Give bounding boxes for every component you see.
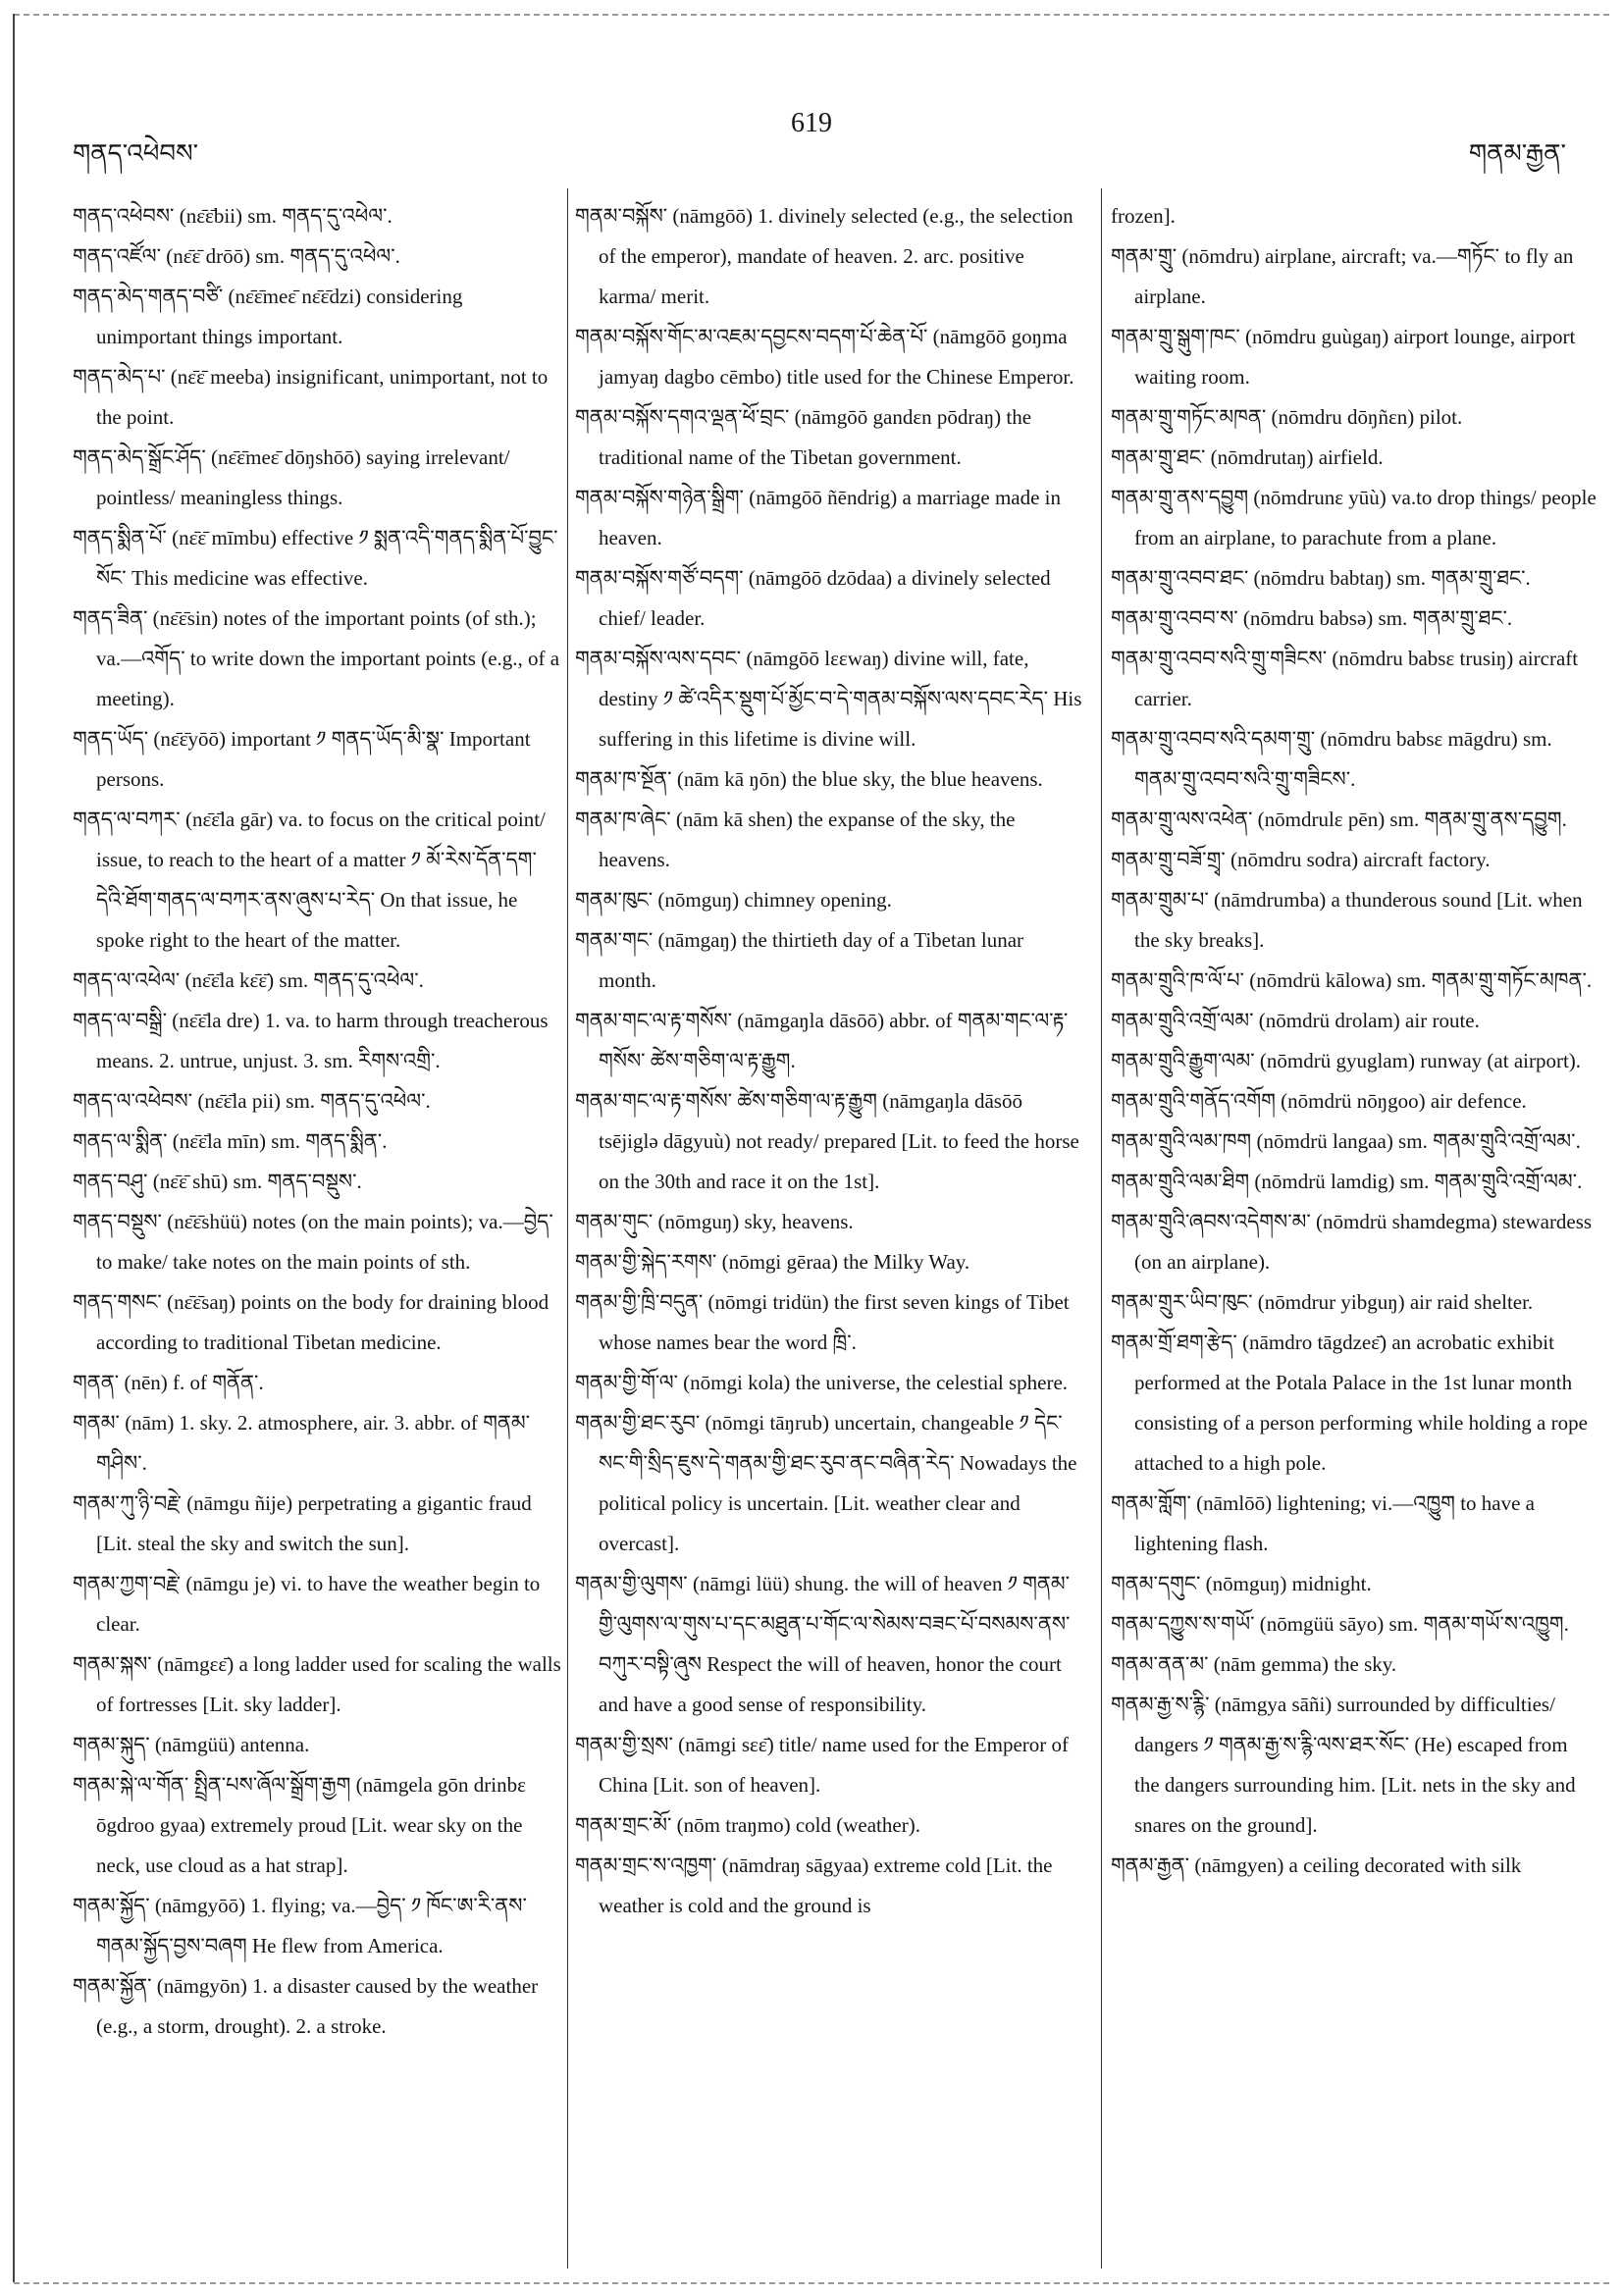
dictionary-entry: frozen].: [1111, 204, 1176, 228]
dictionary-entry: གནད་ཡོད་ (nɛ̄ɛ̄yōō) important ༡ གནད་ཡོད་མི་སྣ་ Important persons.: [73, 727, 531, 791]
dictionary-entry: གནད་བཤུ་ (nɛ̄ɛ̄ shū) sm. གནད་བསྡུས་.: [73, 1170, 362, 1193]
page-number: 619: [791, 108, 832, 138]
guide-word-left: གནད་འཕེབས་: [73, 139, 199, 168]
dictionary-entry: གནམ་གང་ (nāmgaŋ) the thirtieth day of a Tibetan lunar month.: [575, 928, 1024, 992]
scan-border-left: [13, 14, 15, 2282]
dictionary-entry: གནམ་རྒྱན་ (nāmgyen) a ceiling decorated with silk: [1111, 1853, 1522, 1877]
dictionary-entry: གནམ་ (nām) 1. sky. 2. atmosphere, air. 3. abbr. of གནམ་གཤིས་.: [73, 1411, 531, 1475]
dictionary-entry: གནམ་སྐྱོན་ (nāmgyōn) 1. a disaster caused by the weather (e.g., a storm, drought). 2. a stroke.: [73, 1974, 539, 2038]
column-divider: [1101, 188, 1102, 2269]
guide-word-right: གནམ་རྒྱན་: [1468, 139, 1566, 168]
scan-border-top: [14, 14, 1609, 16]
dictionary-entry: གནམ་བསྐོས་གོང་མ་འཇམ་དབྱངས་བདག་པོ་ཆེན་པོ་ (nāmgōō goŋma jamyaŋ dagbo cēmbo) title used for the Chinese Emperor.: [575, 325, 1074, 389]
dictionary-entry: གནད་ལ་འཕེལ་ (nɛ̄ɛ̄la kɛ̄ɛ̄) sm. གནད་དུ་འཕེལ་.: [73, 968, 424, 992]
dictionary-entry: གནམ་གྲུའི་གནོད་འགོག (nōmdrü nōŋgoo) air defence.: [1111, 1089, 1527, 1113]
dictionary-entry: གནམ་གྲུ་ (nōmdru) airplane, aircraft; va.—གཏོང་ to fly an airplane.: [1111, 244, 1574, 308]
dictionary-entry: གནམ་གྲུ་འབབ་སའི་དམག་གྲུ་ (nōmdru babsɛ māgdru) sm. གནམ་གྲུ་འབབ་སའི་གྲུ་གཟིངས་.: [1111, 727, 1552, 791]
dictionary-entry: གནམ་གྲུའི་རྒྱུག་ལམ་ (nōmdrü gyuglam) runway (at airport).: [1111, 1049, 1582, 1072]
scan-border-bottom: [14, 2282, 1609, 2284]
dictionary-entry: གནམ་གྲུ་གཏོང་མཁན་ (nōmdru dōŋñɛn) pilot.: [1111, 405, 1463, 429]
dictionary-entry: གནམ་གུང་ (nōmguŋ) sky, heavens.: [575, 1210, 854, 1233]
dictionary-entry: གནད་འཛོལ་ (nɛ̄ɛ̄ drōō) sm. གནད་དུ་འཕེལ་.: [73, 244, 400, 268]
dictionary-entry: གནད་བསྡུས་ (nɛ̄ɛ̄shüü) notes (on the main points); va.—བྱེད་ to make/ take notes on the main points of sth.: [73, 1210, 553, 1274]
dictionary-entry: གནམ་གྲུམ་པ་ (nāmdrumba) a thunderous sound [Lit. when the sky breaks].: [1111, 888, 1583, 952]
dictionary-entry: གནམ་གྱི་གོ་ལ་ (nōmgi kola) the universe, the celestial sphere.: [575, 1371, 1069, 1394]
dictionary-entry: གནམ་གྲང་ས་འཁྱག་ (nāmdraŋ sāgyaa) extreme cold [Lit. the weather is cold and the ground is: [575, 1853, 1053, 1917]
dictionary-entry: གནམ་དཀྱུས་ས་གཡོ་ (nōmgüü sāyo) sm. གནམ་གཡོ་ས་འཁྱུག.: [1111, 1612, 1569, 1636]
dictionary-entry: གནམ་དགུང་ (nōmguŋ) midnight.: [1111, 1572, 1372, 1595]
dictionary-entry: གནམ་གྱི་ལུགས་ (nāmgi lüü) shung. the will of heaven ༡ གནམ་གྱི་ལུགས་ལ་གུས་པ་དང་མཐུན་པ་གོང་ལ་སེམས་བཟང་པོ་བསམས་ནས་བཀུར་བསྟི་ཞུས Respect the will of heaven, honor the court and have a good sense of responsibility.: [575, 1572, 1071, 1716]
dictionary-entry: གནམ་གྲུའི་ལམ་ཐིག (nōmdrü lamdig) sm. གནམ་གྲུའི་འགྲོ་ལམ་.: [1111, 1170, 1583, 1193]
dictionary-entry: གནད་ལ་འཕེབས་ (nɛ̄ɛ̄la pii) sm. གནད་དུ་འཕེལ་.: [73, 1089, 431, 1113]
dictionary-entry: གནད་ལ་བསྒྲི་ (nɛ̄ɛ̄la dre) 1. va. to harm through treacherous means. 2. untrue, unjust. 3. sm. རིགས་འགྲི་.: [73, 1009, 549, 1072]
dictionary-entry: གནམ་བསྐོས་ (nāmgōō) 1. divinely selected (e.g., the selection of the emperor), mandate of heaven. 2. arc. positive karma/ merit.: [575, 204, 1073, 308]
dictionary-entry: གནམ་གྲུ་ཐང་ (nōmdrutaŋ) airfield.: [1111, 445, 1384, 469]
dictionary-entry: གནམ་བསྐོས་ལས་དབང་ (nāmgōō lɛɛwaŋ) divine will, fate, destiny ༡ ཚེ་འདིར་སྡུག་པོ་མྱོང་བ་དེ་གནམ་བསྐོས་ལས་དབང་རེད་ His suffering in this lifetime is divine will.: [575, 647, 1082, 751]
dictionary-entry: གནམ་ཀྱག་བརྗེ་ (nāmgu je) vi. to have the weather begin to clear.: [73, 1572, 541, 1636]
dictionary-entry: གནམ་གྲུ་སྒུག་ཁང་ (nōmdru guùgaŋ) airport lounge, airport waiting room.: [1111, 325, 1576, 389]
dictionary-entry: གནམ་གྲུ་འབབ་ས་ (nōmdru babsə) sm. གནམ་གྲུ་ཐང་.: [1111, 606, 1513, 630]
dictionary-entry: གནམ་གྲུ་བཟོ་གྲྭ་ (nōmdru sodra) aircraft factory.: [1111, 848, 1491, 871]
dictionary-entry: གནམ་གང་ལ་རྟ་གསོས་ ཚེས་གཅིག་ལ་རྟ་རྒྱུག (nāmgaŋla dāsōō tsējiglə dāgyuù) not ready/ prepared [Lit. to feed the horse on the 30th and race it on the 1st].: [575, 1089, 1079, 1193]
dictionary-entry: གནམ་གློག་ (nāmlōō) lightening; vi.—འཁྱུག to have a lightening flash.: [1111, 1491, 1535, 1555]
column-middle: [575, 196, 1083, 1926]
column-right: [1111, 196, 1597, 1886]
dictionary-entry: གནད་འཕེབས་ (nɛ̄ɛ̄bii) sm. གནད་དུ་འཕེལ་.: [73, 204, 393, 228]
dictionary-entry: གནམ་གྲུ་འབབ་ཐང་ (nōmdru babtaŋ) sm. གནམ་གྲུ་ཐང་.: [1111, 566, 1531, 590]
dictionary-entry: གནམ་གྲུའི་ཁ་ལོ་པ་ (nōmdrü kālowa) sm. གནམ་གྲུ་གཏོང་མཁན་.: [1111, 968, 1593, 992]
dictionary-entry: གནམ་སྐས་ (nāmgɛɛ̄) a long ladder used for scaling the walls of fortresses [Lit. sky ladder].: [73, 1652, 561, 1716]
dictionary-entry: གནམ་གྱི་ཐང་རུབ་ (nōmgi tāŋrub) uncertain, changeable ༡ དེང་སང་གི་སྲིད་ཇུས་དེ་གནམ་གྱི་ཐང་རུབ་ནང་བཞིན་རེད་ Nowadays the political policy is uncertain. [Lit. weather clear and overcast].: [575, 1411, 1077, 1555]
dictionary-entry: གནད་ལ་སྨིན་ (nɛ̄ɛ̄la mīn) sm. གནད་སྨིན་.: [73, 1129, 388, 1153]
dictionary-entry: གནམ་གྲུ་འབབ་སའི་གྲུ་གཟིངས་ (nōmdru babsɛ trusiŋ) aircraft carrier.: [1111, 647, 1579, 710]
dictionary-entry: གནད་མེད་གནད་བཙི་ (nɛ̄ɛ̄meɛ̄ nɛ̄ɛ̄dzi) considering unimportant things important.: [73, 285, 463, 348]
dictionary-entry: གནམ་རྒྱ་ས་རྙི་ (nāmgya sāñi) surrounded by difficulties/ dangers ༡ གནམ་རྒྱ་ས་རྙི་ལས་ཐར་སོང་ (He) escaped from the dangers surrounding him. [Lit. nets in the sky and snares on the ground].: [1111, 1693, 1576, 1837]
dictionary-entry: གནམ་གྲུའི་ལམ་ཁག (nōmdrü langaa) sm. གནམ་གྲུའི་འགྲོ་ལམ་.: [1111, 1129, 1581, 1153]
dictionary-entry: གནམ་ཁུང་ (nōmguŋ) chimney opening.: [575, 888, 892, 912]
dictionary-entry: གནམ་གྲུར་ཡིབ་ཁུང་ (nōmdrur yibguŋ) air raid shelter.: [1111, 1290, 1534, 1314]
dictionary-entry: གནམ་སྐུད་ (nāmgüü) antenna.: [73, 1733, 310, 1756]
dictionary-entry: གནད་སྨིན་པོ་ (nɛ̄ɛ̄ mīmbu) effective ༡ སྨན་འདི་གནད་སྨིན་པོ་བྱུང་སོང་ This medicine was effective.: [73, 526, 558, 590]
dictionary-entry: གནམ་གྲུའི་འགྲོ་ལམ་ (nōmdrü drolam) air route.: [1111, 1009, 1480, 1032]
dictionary-entry: གནམ་གང་ལ་རྟ་གསོས་ (nāmgaŋla dāsōō) abbr. of གནམ་གང་ལ་རྟ་གསོས་ ཚེས་གཅིག་ལ་རྟ་རྒྱུག.: [575, 1009, 1069, 1072]
dictionary-entry: གནམ་གྱི་སྐེད་རགས་ (nōmgi gēraa) the Milky Way.: [575, 1250, 970, 1274]
dictionary-entry: གནམ་བསྐོས་གཙོ་བདག་ (nāmgōō dzōdaa) a divinely selected chief/ leader.: [575, 566, 1051, 630]
dictionary-entry: གནམ་ཀུ་ཉི་བརྗེ་ (nāmgu ñije) perpetrating a gigantic fraud [Lit. steal the sky and switch the sun].: [73, 1491, 532, 1555]
dictionary-entry: གནམ་གྱི་སྲས་ (nāmgi sɛɛ̄) title/ name used for the Emperor of China [Lit. son of heaven].: [575, 1733, 1069, 1797]
dictionary-entry: གནམ་སྐྱོད་ (nāmgyōō) 1. flying; va.—བྱེད་ ༡ ཁོང་ཨ་རི་ནས་གནམ་སྐྱོད་བྱས་བཞག He flew from America.: [73, 1894, 527, 1957]
column-divider: [567, 188, 568, 2269]
dictionary-entry: གནམ་གྲུ་ལས་འཕེན་ (nōmdrulɛ pēn) sm. གནམ་གྲུ་ནས་དབྱུག.: [1111, 808, 1567, 831]
dictionary-entry: གནམ་བསྐོས་དགའ་ལྡན་ཕོ་བྲང་ (nāmgōō gandɛn pōdraŋ) the traditional name of the Tibetan government.: [575, 405, 1032, 469]
dictionary-entry: གནན་ (nēn) f. of གནོན་.: [73, 1371, 264, 1394]
dictionary-entry: གནམ་གྲོ་ཐག་རྩེད་ (nāmdro tāgdzeɛ̄) an acrobatic exhibit performed at the Potala Palace in the 1st lunar month consisting of a person performing while holding a rope attached to a high pole.: [1111, 1331, 1588, 1475]
dictionary-entry: གནམ་ཁ་ཞེང་ (nām kā shen) the expanse of the sky, the heavens.: [575, 808, 1016, 871]
dictionary-entry: གནད་མེད་པ་ (nɛ̄ɛ̄ meeba) insignificant, unimportant, not to the point.: [73, 365, 549, 429]
dictionary-entry: གནམ་གྲུའི་ཞབས་འདེགས་མ་ (nōmdrü shamdegma) stewardess (on an airplane).: [1111, 1210, 1593, 1274]
dictionary-entry: གནམ་གྱི་ཁྲི་བདུན་ (nōmgi tridün) the first seven kings of Tibet whose names bear the word ཁྲི་.: [575, 1290, 1070, 1354]
dictionary-entry: གནམ་སྐེ་ལ་གོན་ སྤྲིན་པས་ཞོལ་སྒྲོག་རྒྱག (nāmgela gōn drinbɛ ōgdroo gyaa) extremely proud [Lit. wear sky on the neck, use cloud as a hat strap].: [73, 1773, 526, 1877]
dictionary-entry: གནད་གསང་ (nɛ̄ɛ̄saŋ) points on the body for draining blood according to traditional Tibetan medicine.: [73, 1290, 550, 1354]
dictionary-entry: གནམ་གྲུ་ནས་དབྱུག (nōmdrunɛ yūù) va.to drop things/ people from an airplane, to parachute from a plane.: [1111, 486, 1597, 549]
dictionary-entry: གནམ་ནན་མ་ (nām gemma) the sky.: [1111, 1652, 1397, 1676]
dictionary-entry: གནད་མེད་སྒྲོང་ཤོད་ (nɛ̄ɛ̄meɛ̄ dōŋshōō) saying irrelevant/ pointless/ meaningless things.: [73, 445, 510, 509]
dictionary-entry: གནམ་ཁ་སྔོན་ (nām kā ŋōn) the blue sky, the blue heavens.: [575, 767, 1043, 791]
dictionary-entry: གནམ་བསྐོས་གཉེན་སྒྲིག་ (nāmgōō ñēndrig) a marriage made in heaven.: [575, 486, 1062, 549]
column-left: [73, 196, 563, 2047]
dictionary-entry: གནད་ཟིན་ (nɛ̄ɛ̄sin) notes of the important points (of sth.); va.—འགོད་ to write down the important points (e.g., of a meeting).: [73, 606, 560, 710]
dictionary-entry: གནད་ལ་བཀར་ (nɛ̄ɛ̄la gār) va. to focus on the critical point/ issue, to reach to the heart of a matter ༡ མོ་རེས་དོན་དག་དེའི་ཐོག་གནད་ལ་བཀར་ནས་ཞུས་པ་རེད་ On that issue, he spoke right to the heart of the matter.: [73, 808, 546, 952]
dictionary-entry: གནམ་གྲང་མོ་ (nōm traŋmo) cold (weather).: [575, 1813, 920, 1837]
